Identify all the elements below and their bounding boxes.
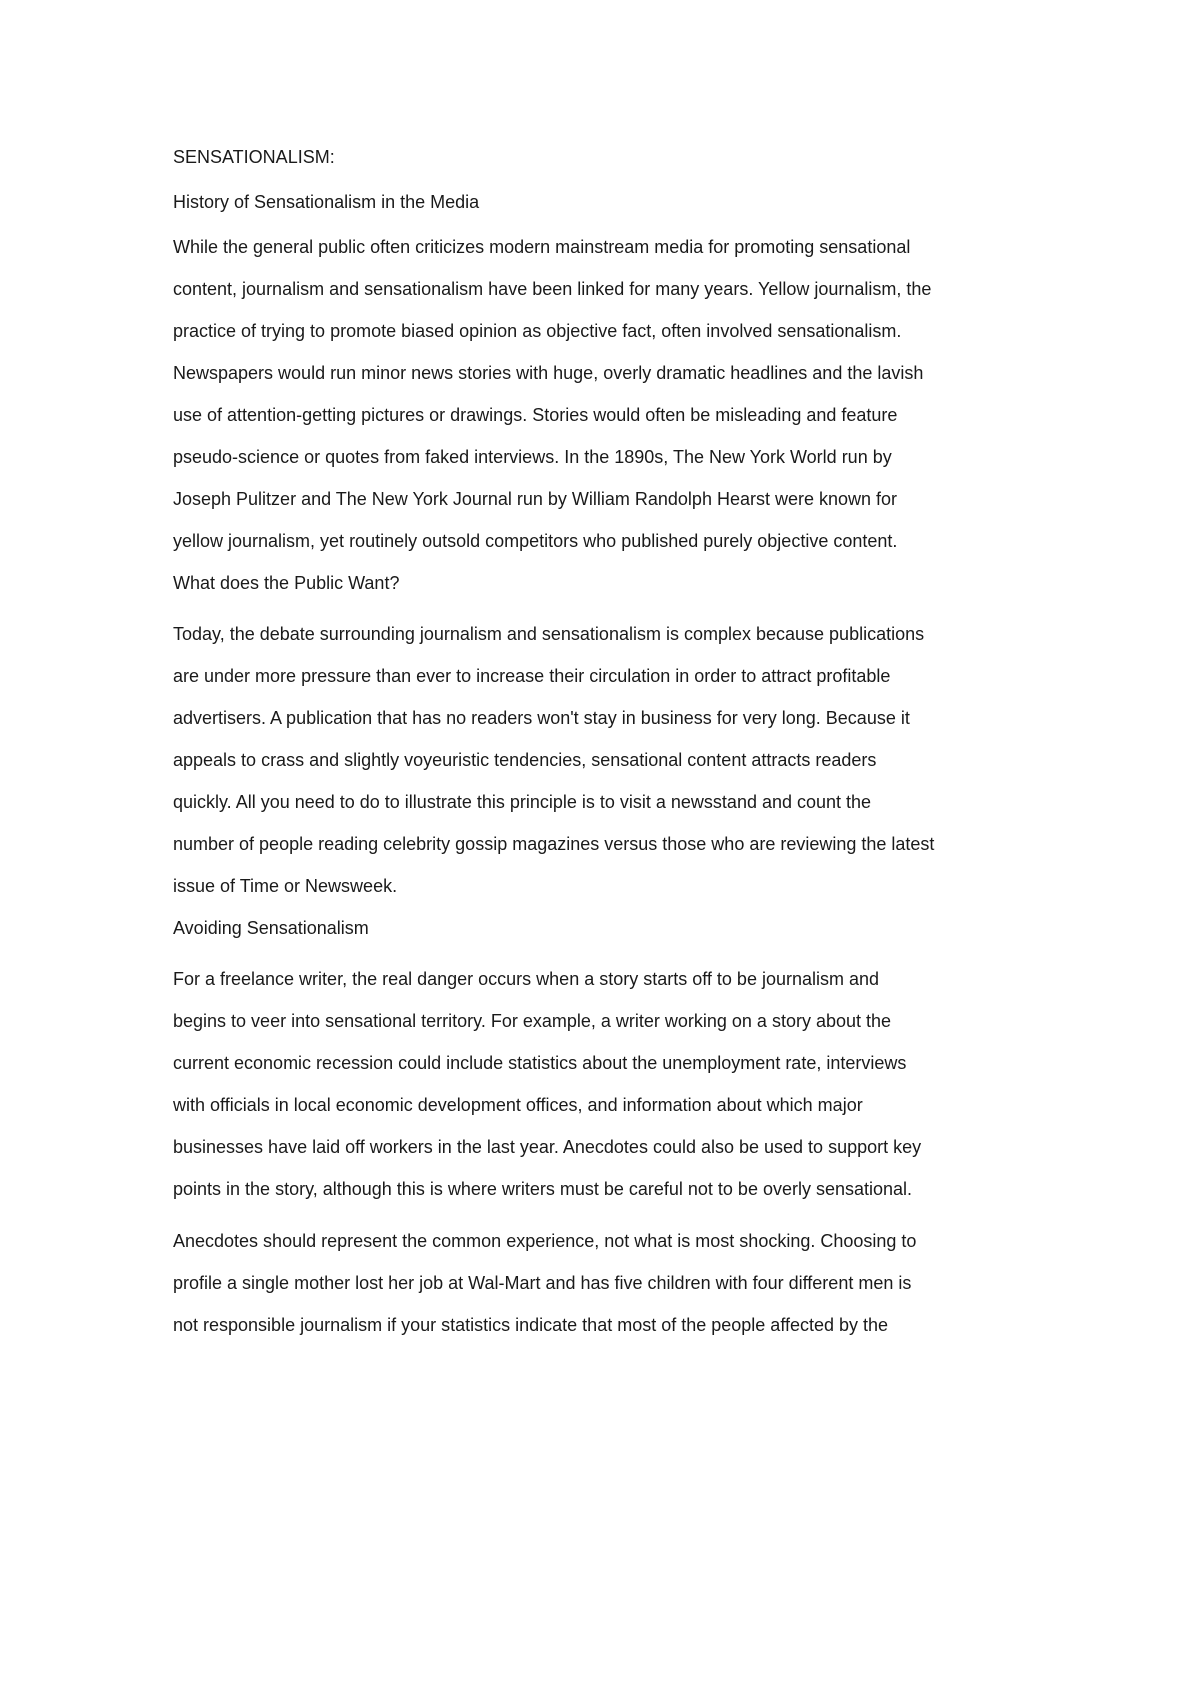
text-line: Anecdotes should represent the common experience, not what is most shocking. Choosing to xyxy=(173,1231,917,1251)
text-line: businesses have laid off workers in the last year. Anecdotes could also be used to support key xyxy=(173,1137,922,1157)
text-line: issue of Time or Newsweek. xyxy=(173,876,398,896)
paragraph-public-want-1 xyxy=(173,623,1053,897)
text-line: number of people reading celebrity gossip magazines versus those who are reviewing the latest xyxy=(173,834,935,854)
text-line: appeals to crass and slightly voyeuristic tendencies, sensational content attracts readers xyxy=(173,750,877,770)
section-heading-avoiding: Avoiding Sensationalism xyxy=(173,918,369,938)
paragraph-history-1 xyxy=(173,236,1053,552)
text-line: not responsible journalism if your statistics indicate that most of the people affected by the xyxy=(173,1315,889,1335)
text-line: While the general public often criticizes modern mainstream media for promoting sensational xyxy=(173,237,911,257)
text-line: advertisers. A publication that has no readers won't stay in business for very long. Because it xyxy=(173,708,910,728)
document-title: SENSATIONALISM: xyxy=(173,147,335,167)
text-line: For a freelance writer, the real danger occurs when a story starts off to be journalism and xyxy=(173,969,880,989)
text-line: with officials in local economic development offices, and information about which major xyxy=(173,1095,863,1115)
text-line: Today, the debate surrounding journalism and sensationalism is complex because publications xyxy=(173,624,925,644)
text-line: points in the story, although this is where writers must be careful not to be overly sensational. xyxy=(173,1179,913,1199)
text-line: use of attention-getting pictures or drawings. Stories would often be misleading and feature xyxy=(173,405,898,425)
text-line: current economic recession could include statistics about the unemployment rate, interviews xyxy=(173,1053,907,1073)
paragraph-avoiding-2 xyxy=(173,1230,1053,1336)
text-line: are under more pressure than ever to increase their circulation in order to attract profitable xyxy=(173,666,891,686)
section-heading-public-want: What does the Public Want? xyxy=(173,573,400,593)
text-line: Joseph Pulitzer and The New York Journal run by William Randolph Hearst were known for xyxy=(173,489,898,509)
text-line: yellow journalism, yet routinely outsold competitors who published purely objective content. xyxy=(173,531,898,551)
text-line: begins to veer into sensational territory. For example, a writer working on a story about the xyxy=(173,1011,892,1031)
document-body xyxy=(173,146,1053,1336)
paragraph-avoiding-1 xyxy=(173,968,1053,1200)
text-line: practice of trying to promote biased opinion as objective fact, often involved sensationalism. xyxy=(173,321,902,341)
text-line: pseudo-science or quotes from faked interviews. In the 1890s, The New York World run by xyxy=(173,447,892,467)
section-heading-history: History of Sensationalism in the Media xyxy=(173,192,480,212)
text-line: profile a single mother lost her job at Wal-Mart and has five children with four different men is xyxy=(173,1273,912,1293)
text-line: quickly. All you need to do to illustrate this principle is to visit a newsstand and count the xyxy=(173,792,872,812)
text-line: Newspapers would run minor news stories with huge, overly dramatic headlines and the lavish xyxy=(173,363,924,383)
text-line: content, journalism and sensationalism have been linked for many years. Yellow journalism, the xyxy=(173,279,932,299)
